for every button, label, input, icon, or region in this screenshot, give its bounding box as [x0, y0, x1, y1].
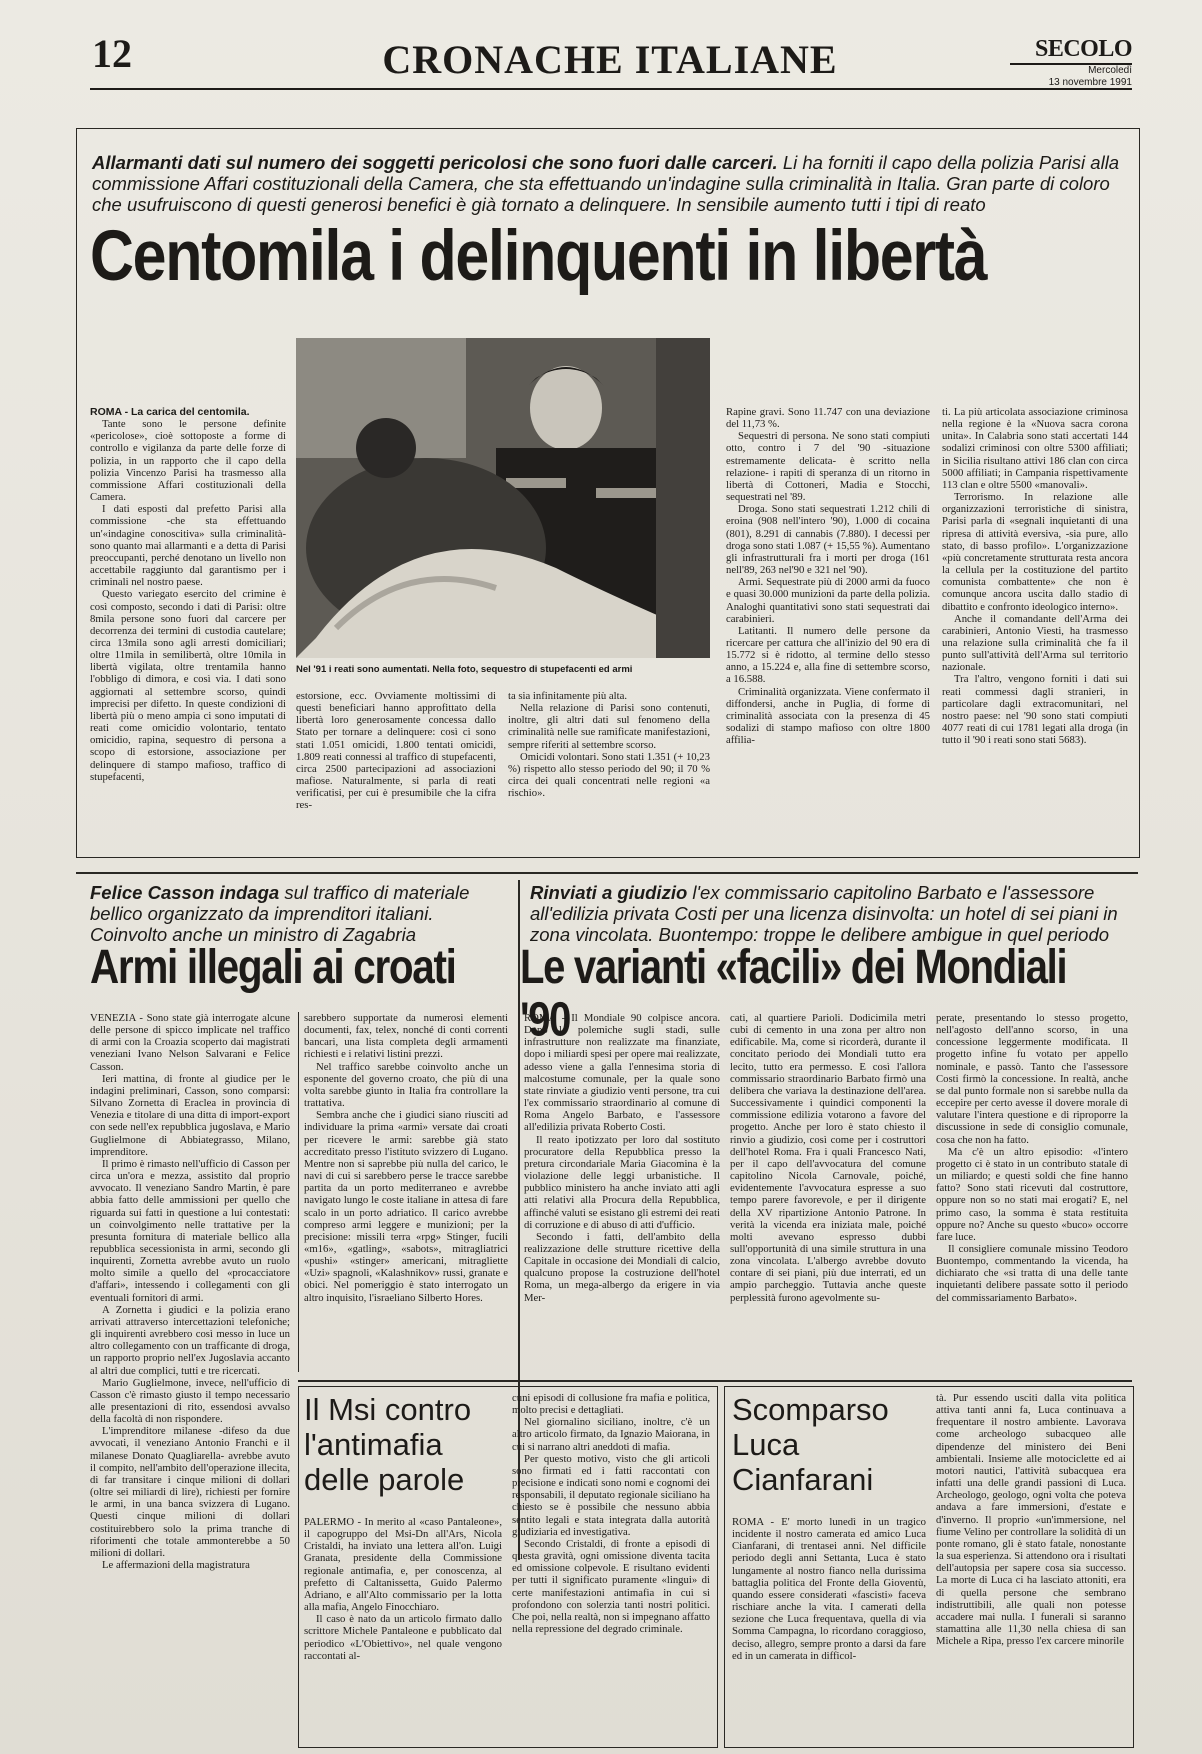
top-story-col-2 [296, 690, 496, 852]
paper-logo: SECOLO [1010, 36, 1132, 65]
top-story-kicker-text: Li ha forniti il capo della polizia Parisi alla commissione Affari costituzionali della Camera, che sta effettuando un'indagine sulla criminalità in Italia. Gran parte di coloro che usufruiscono di questi generosi benefici è già tornato a delinquere. In sensibile aumento tutti i tipi di reato [92, 152, 1120, 215]
paragraph: Secondo i fatti, dell'ambito della realizzazione delle strutture ricettive della Capitale in occasione dei Mondiali di calcio, qualcuno propose la costruzione dell'hotel Roma, un mega-albergo da erigere in via Mer- [524, 1230, 720, 1304]
paragraph: Il primo è rimasto nell'ufficio di Casson per circa un'ora e mezza, assistito dal proprio avvocato. Il veneziano Sandro Martin, è pare abbia fatto delle ammissioni per quello che riguarda sui fatti in questione a lui contestati: un coinvolgimento nelle trattative per la presunta fornitura di materiale bellico alla repubblica secessionista in armi, secondo gli inquirenti, Zornetta avrebbe avuto un ruolo molto simile a quello del «procacciatore d'affari», intessendo i collegamenti con gli eventuali fornitori di armi. [90, 1157, 290, 1304]
croati-col-2 [304, 1012, 508, 1372]
paragraph: cuni episodi di collusione fra mafia e politica, molto precisi e dettagliati. [512, 1392, 710, 1417]
paragraph: PALERMO - In merito al «caso Pantaleone», il capogruppo del Msi-Dn all'Ars, Nicola Cristaldi, ha inviato una lettera all'on. Luigi Granata, presidente della Commissione regionale antimafia, e, per conoscenza, al prefetto di Caltanissetta, Guido Palermo Adriano, e all'Alto commissario per la lotta alla mafia, Angelo Finocchiaro. [304, 1516, 502, 1614]
mondiali-col-1 [524, 1012, 720, 1372]
paragraph: Criminalità organizzata. Viene confermato il diffondersi, anche in Puglia, di forme di criminalità associata con la presenza di 45 sodalizi di stampo mafioso con oltre 1800 affilia- [726, 685, 930, 747]
top-story-kicker-bold: Allarmanti dati sul numero dei soggetti pericolosi che sono fuori dalle carceri. [92, 152, 778, 173]
cianfarani-col-1 [732, 1516, 926, 1738]
masthead-rule [90, 88, 1132, 90]
paragraph: A Zornetta i giudici e la polizia erano arrivati attraverso intercettazioni telefoniche; gli inquirenti avrebbero così messo in luce un altro collegamento con un trafficante di droga, un rapporto proprio nell'ex Jugoslavia accanto al altri due complici, tutti e tre ricercati. [90, 1303, 290, 1377]
paragraph: Armi. Sequestrate più di 2000 armi da fuoco e quasi 30.000 munizioni da parte della polizia. Analoghi quantitativi sono stati sequestrati dai carabinieri. [726, 576, 930, 625]
paragraph: Secondo Cristaldi, di fronte a episodi di questa gravità, ogni omissione diventa tacita ed omissione colpevole. E risultano evidenti per tutti il significato puramente «lingui» di certe manifestazioni antimafia in cui si profondono con solerzia tanti nostri politici. Che poi, nella realtà, non si impegnano affatto nella repressione del degrado criminale. [512, 1537, 710, 1635]
top-story-headline: Centomila i delinquenti in libertà [90, 215, 987, 296]
paragraph: Mario Guglielmone, invece, nell'ufficio di Casson c'è rimasto giusto il tempo necessario alle presentazioni di rito, essendosi avvalso della facoltà di non rispondere. [90, 1376, 290, 1426]
section-divider [76, 872, 1138, 874]
section-title: CRONACHE ITALIANE [382, 37, 838, 82]
paragraph: Il consigliere comunale missino Teodoro Buontempo, commentando la vicenda, ha dichiarato che «si tratta di una delle tante inquietanti delibere passate sotto il periodo del commissariamento Barbato». [936, 1242, 1128, 1304]
drug-seizure-photo [296, 338, 710, 658]
photo-illustration [296, 338, 710, 658]
paragraph: Terrorismo. In relazione alle organizzazioni terroristiche di sinistra, Parisi parla di «segnali inquietanti di una ripresa di attività eversiva, -sia pure, allo stato, di basso profilo». L'organizzazione «più concretamente strutturata resta ancora la cellula per la costituzione del partito comunista combattente» che non è comunque ancora uscita dallo stadio di dibattito e confronto ideologico interno». [942, 491, 1128, 613]
paragraph: ta sia infinitamente più alta. [508, 690, 628, 702]
paragraph: tà. Pur essendo usciti dalla vita politica attiva tanti anni fa, Luca continuava a frequentare il nostro ambiente. Lavorava come archeologo subacqueo alle dipendenze del ministero dei Beni ambientali. Insieme alle motociclette ed ai motori nautici, l'attività subacquea era infatti una delle grandi passioni di Luca. Archeologo, geologo, ogni volta che poteva andava a fare immersioni, d'estate e d'inverno. Il proprio «un'immersione, nel fiume Velino per controllare la solidità di un ponte romano, gli è stato fatale, nonostante la sua esperienza. Si attendono ora i risultati dell'autopsia per sapere cosa sia successo. La morte di Luca ci ha lasciato attoniti, era di quella persone che sembrano indistruttibili, alle quali non potesse accadere mai nulla. I funerali si saranno stamattina alle 11,30 nella chiesa di san Michele a Ripa, presso l'ex carcere minorile [936, 1392, 1126, 1648]
paragraph: Droga. Sono stati sequestrati 1.212 chili di eroina (908 nell'intero '90), 1.000 di cocaina (801), 8.291 di cannabis (7.880). I decessi per droga sono stati 1.087 (+ 15,55 %). Aumentano gli infrastrutturali fra i morti per droga (161 nell'89, 263 nel'90 e 321 nel '90). [726, 503, 930, 577]
paragraph: ROMA - Il Mondiale 90 colpisce ancora. Dopo le polemiche sugli stadi, sulle infrastrutture non realizzate ma finanziate, dopo i miliardi spesi per opere mai realizzate, adesso viene a galla l'ennesima storia di malcostume comunale, per la quale sono state rinviate a giudizio venti persone, tra cui l'ex commissario straordinario al comune di Roma Angelo Barbato, e l'assessore all'edilizia privata Roberto Costi. [524, 1012, 720, 1134]
paragraph: Per questo motivo, visto che gli articoli sono firmati ed i fatti raccontati con precisione e indicati sono nomi e cognomi dei responsabili, il deputato regionale siciliano ha chiesto se è possibile che nessuno abbia sentito legali e stata integrata dalla autorità giudiziaria ed investigativa. [512, 1452, 710, 1538]
top-story-col-1 [90, 406, 286, 852]
photo-caption: Nel '91 i reati sono aumentati. Nella foto, sequestro di stupefacenti ed armi [296, 664, 633, 675]
mondiali-kicker-text: l'ex commissario capitolino Barbato e l'assessore all'edilizia privata Costi per una licenza disinvolta: un hotel di sei piani in zona vincolata. Buontempo: troppe le delibere ambigue in quel periodo [530, 882, 1118, 945]
croati-headline: Armi illegali ai croati [90, 938, 456, 994]
weekday: Mercoledì [1088, 65, 1132, 76]
mondiali-col-3 [936, 1012, 1128, 1372]
paragraph: Sembra anche che i giudici siano riusciti ad individuare la prima «armi» versate dai croati per ricevere le armi: sarebbe già stato accreditato presso l'istituto svizzero di Lugano. Mentre non si saprebbe più nulla del carico, le navi di cui si sarebbero perse le tracce sarebbe partita da un porto mediterraneo e avrebbe navigato lungo le coste italiane in attesa di fare scalo in un porto adriatico. Il carico avrebbe compreso armi leggere e munizioni; per la precisione: missili terra «rpg» Stinger, fucili «m16», «gatling», «sabots», mitragliatrici «pushi» «stinger» americani, mitragliette «Uzi» spagnoli, «Kalashnikov» russi, granate e obici. Nel pomeriggio è stato interrogato un altro inquisito, l'israeliano Silberto Hores. [304, 1109, 508, 1304]
paragraph: ROMA - E' morto lunedì in un tragico incidente il nostro camerata ed amico Luca Cianfarani, di trentasei anni. Nel difficile periodo degli anni Settanta, Luca è stato lungamente al nostro fianco nella durissima battaglia politica del Fronte della Gioventù, quando essere considerati «fascisti» faceva rischiare anche la vita. I camerati della sezione che Luca frequentava, quella di via Somma Campagna, lo ricordano coraggioso, deciso, allegro, sempre pronto a darsi da fare ed in un camerata in difficol- [732, 1516, 926, 1662]
paragraph: Latitanti. Il numero delle persone da ricercare per cattura che all'inizio del 90 era di 15.772 si è ridotto, al termine dello stesso anno, a 15.224 e, alla fine di settembre scorso, a 16.588. [726, 624, 930, 686]
page-number: 12 [92, 31, 132, 76]
croati-kicker-bold: Felice Casson indaga [90, 882, 280, 903]
croati-kicker-text: sul traffico di materiale bellico organizzato da imprenditori italiani. Coinvolto anche un ministro di Zagabria [90, 882, 470, 945]
dateline: ROMA - La carica del centomila. [90, 406, 250, 418]
paragraph: Anche il comandante dell'Arma dei carabinieri, Antonio Viesti, ha trasmesso una relazione sulla criminalità che fa il punto sull'attività dell'Arma sul territorio nazionale. [942, 612, 1128, 674]
msi-col-2 [512, 1392, 710, 1738]
paragraph: Nel traffico sarebbe coinvolto anche un esponente del governo croato, che più di una volta sarebbe giunto in Italia fra controllare la trattativa. [304, 1060, 508, 1110]
top-story-kicker [92, 152, 1122, 215]
mondiali-kicker [530, 882, 1126, 945]
paragraph: Omicidi volontari. Sono stati 1.351 (+ 10,23 %) rispetto allo stesso periodo del 90; il 70 % circa dei quali concentrati nelle regioni «a rischio». [508, 750, 710, 800]
paragraph: Ieri mattina, di fronte al giudice per le indagini preliminari, Casson, sono comparsi: Silvano Zornetta di Eraclea in provincia di Venezia e titolare di una ditta di import-export con sede nell'ex repubblica jugoslava, e Mario Guglielmone di Abbiategrasso, Milano, imprenditore. [90, 1072, 290, 1158]
msi-col-1 [304, 1516, 502, 1738]
paragraph: Nel giornalino siciliano, inoltre, c'è un altro articolo firmato, da Ignazio Maiorana, in cui si narrano altri aneddoti di mafia. [512, 1416, 710, 1453]
paragraph: Sequestri di persona. Ne sono stati compiuti otto, contro i 7 del '90 -situazione estremamente delicata- è scritto nella relazione- i rapiti di speranza di un ritorno in libertà di Cottoneri, Madia e Stocchi, sequestrati nel '89. [726, 430, 930, 504]
paragraph: Ma c'è un altro episodio: «l'intero progetto ci è stato in un contributo statale di un miliardo; e questi soldi che fine hanno fatto? Sono stati ricevuti dal costruttore, oppure non so no stati mai erogati? E, nel primo caso, la somma è stata restituita oppure no? Anche su questo «buco» occorre fare luce. [936, 1145, 1128, 1243]
column-rule [298, 1012, 299, 1372]
croati-col-1 [90, 1012, 290, 1732]
paragraph: Nella relazione di Parisi sono contenuti, inoltre, gli altri dati sul fenomeno della criminalità nelle sue ramificate manifestazioni, sempre riferiti al settembre scorso. [508, 702, 710, 751]
top-story-col-3 [508, 690, 710, 852]
cianfarani-col-2 [936, 1392, 1126, 1738]
paper-masthead [1010, 36, 1132, 89]
paragraph: I dati esposti dal prefetto Parisi alla commissione -che sta effettuando un'«indagine conoscitiva» sulla criminalità- sono quanto mai allarmanti e a detta di Parisi preoccupanti, perché denotano un livello non accettabile raggiunto dal garantismo per i criminali nel nostro paese. [90, 503, 286, 589]
mondiali-col-2 [730, 1012, 926, 1372]
top-story-col-4 [726, 406, 930, 852]
top-story-col-5 [942, 406, 1128, 852]
paragraph: estorsione, ecc. Ovviamente moltissimi di questi beneficiari hanno approfittato della libertà loro generosamente concessa dallo Stato per tornare a delinquere: così ci sono stati 1.051 omicidi, 1.800 tentati omicidi, 1.809 reati connessi al traffico di stupefacenti, circa 2500 partecipazioni ad associazioni mafiose. Naturalmente, si parla di reati verificatisi, per cui è presumibile che la cifra res- [296, 690, 496, 812]
paragraph: perate, presentando lo stesso progetto, nell'agosto dell'anno scorso, in una concessione leggermente modificata. Il progetto infine fu votato per appello nominale, e passò. Tanto che l'assessore Costi firmò la concessione. In realtà, anche se dal punto formale non si sarebbe nulla da eccepire per certo avesse il dovere morale di valutare l'intera questione e di riproporre la discussione in sede di consiglio comunale, cosa che non ha fatto. [936, 1012, 1128, 1146]
paragraph: L'imprenditore milanese -difeso da due avvocati, il veneziano Antonio Franchi e il milanese Donato Quagliarella- avrebbe avuto il compito, nell'ambito dell'operazione illecita, di far transitare i cinque milioni di dollari (oltre sei miliardi di lire), richiesti per fornire le armi, in una banca svizzera di Lugano. Questi cinque milioni di dollari costituirebbero solo la prima tranche di riforimenti che totale ammonterebbe a 50 milioni di dollari. [90, 1425, 290, 1559]
issue-date: 13 novembre 1991 [1048, 77, 1132, 88]
paragraph: Il caso è nato da un articolo firmato dallo scrittore Michele Pantaleone e pubblicato dal periodico «L'Obiettivo», nel quale vengono raccontati al- [304, 1613, 502, 1662]
paragraph: cati, al quartiere Parioli. Dodicimila metri cubi di cemento in una zona per altro non edificabile. Ma, come si ricorderà, durante il concitato periodo dei Mondiali tutto era lecito, tutto era permesso. E così l'allora commissario straordinario Barbato firmò una delibera che variava la destinazione dell'area. Successivamente i quindici componenti la commissione edilizia votarono a favore del progetto. Anche per loro è stato chiesto il rinvio a giudizio, così come per i costruttori dell'hotel Roma. Fra i quali Francesco Nati, per il capo dell'avvocatura del comune capitolino Nicola Carnovale, poiché, evidentemente l'avvocatura espresse a suo tempo parere favorevole, e per il dirigente della XV ripartizione Antonio Patrone. In verità la vicenda era iniziata male, poiché molti avevano espresso dubbi sull'opportunità di una simile struttura in una zona vincolata. L'albergo avrebbe dovuto contare di sei piani, più due interrati, ed un ampio parcheggio. Tuttavia anche queste perplessità furono agevolmente su- [730, 1012, 926, 1304]
croati-kicker [90, 882, 506, 945]
mondiali-headline: Le varianti «facili» dei Mondiali '90 [520, 938, 1067, 1047]
box-divider [298, 1380, 1132, 1382]
paragraph: Il reato ipotizzato per loro dal sostituto procuratore della Repubblica presso la pretura circondariale Maria Giacomina è la violazione delle leggi urbanistiche. Il pubblico ministero ha anche inviato atti agli atti relativi alla Procura della Repubblica, affinché valuti se esistano gli estremi dei reati di corruzione e di abuso di atti d'ufficio. [524, 1133, 720, 1231]
msi-headline: Il Msi contro l'antimafia delle parole [304, 1392, 472, 1497]
paragraph: Tra l'altro, vengono forniti i dati sui reati commessi dagli stranieri, in particolare dagli extracomunitari, nel nostro paese: nel '90 sono stati compiuti 4077 reati di cui 1781 legati alla droga (in tutto il '90 i reati sono stati 5683). [942, 673, 1128, 747]
mondiali-kicker-bold: Rinviati a giudizio [530, 882, 688, 903]
cianfarani-headline: Scomparso Luca Cianfarani [732, 1392, 889, 1497]
paragraph: Le affermazioni della magistratura [102, 1559, 250, 1572]
paragraph: ti. La più articolata associazione criminosa nella regione è la «Nuova sacra corona unita». In Calabria sono stati accertati 144 sodalizi criminosi con oltre 5300 affiliati; in Sicilia risultano attivi 186 clan con circa 5000 affiliati; in Campania rispettivamente 113 clan e oltre 5500 «manovali». [942, 406, 1128, 491]
paragraph: Questo variegato esercito del crimine è così composto, secondo i dati di Parisi: oltre 8mila persone sono fuori dal carcere per decorrenza dei termini di custodia cautelare; circa 13mila sono agli arresti domiciliari; oltre 11mila in semilibertà, oltre 10mila in libertà vigilata, oltre trentamila hanno l'obbligo di dimora, e così via. I dati sono aggiornati al settembre scorso, quindi imprecisi per difetto. In queste condizioni di libertà più o meno ampia ci sono imputati di reati come omicidio volontario, tentato omicidio, rapina, sequestro di persona a scopo di estorsione, associazione per delinquere di stampo mafioso, traffico di stupefacenti, [90, 588, 286, 783]
paragraph: sarebbero supportate da numerosi elementi documenti, fax, telex, nonché di conti correnti bancari, una lista completa degli armamenti richiesti e i relativi listini prezzi. [304, 1012, 508, 1061]
paragraph: Tante sono le persone definite «pericolose», cioè sottoposte a forme di controllo e vigilanza da parte delle forze di polizia, in un rapporto che il capo della polizia Vincenzo Parisi ha trasmesso alla commissione Affari costituzionali della Camera. [90, 418, 286, 504]
paragraph: VENEZIA - Sono state già interrogate alcune delle persone di spicco implicate nel traffico di armi con la Croazia scoperto dai magistrati veneziani Ivano Nelson Salvarani e Felice Casson. [90, 1012, 290, 1073]
paragraph: Rapine gravi. Sono 11.747 con una deviazione del 11,73 %. [726, 406, 930, 431]
